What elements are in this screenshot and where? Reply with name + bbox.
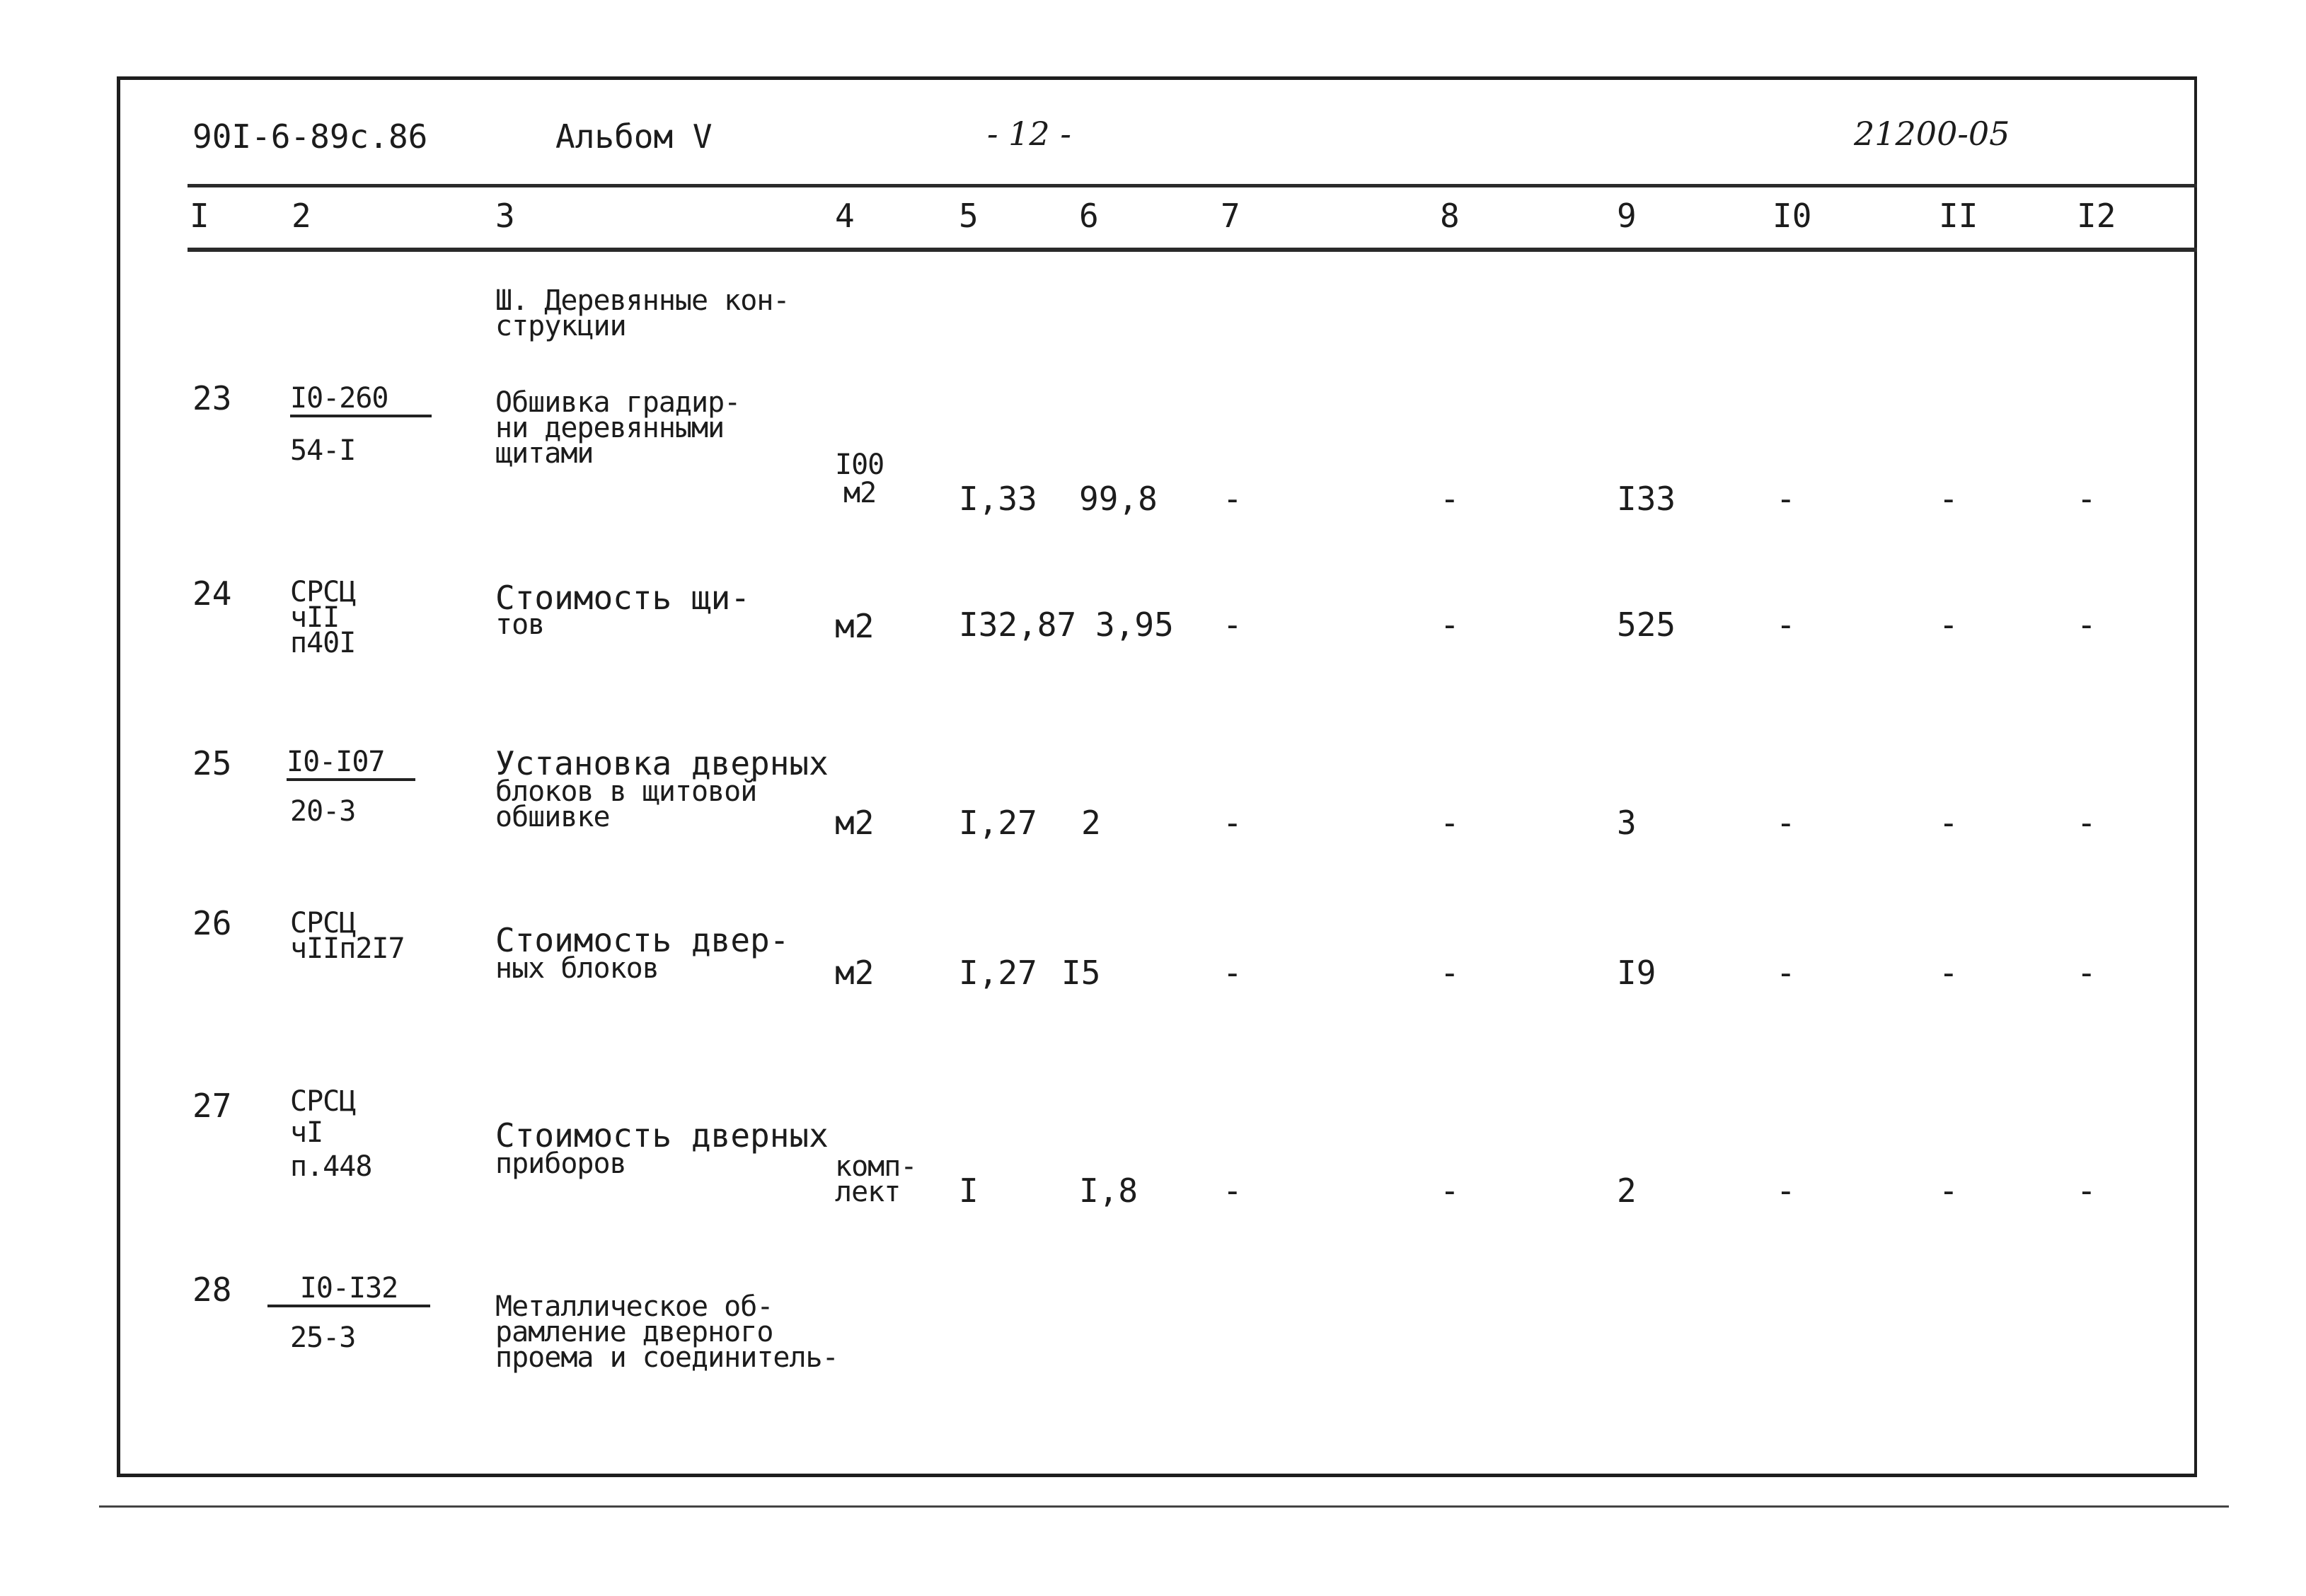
row-col7: - (1223, 1172, 1243, 1210)
row-desc-line1: Установка дверных (495, 744, 829, 782)
row-col9: 525 (1617, 606, 1676, 644)
col-num-8: 8 (1440, 197, 1460, 235)
row-desc-line2: приборов (495, 1147, 626, 1180)
row-col11: - (1939, 804, 1959, 842)
row-desc-line2: ных блоков (495, 952, 659, 985)
col-num-12: I2 (2077, 197, 2116, 235)
section-heading-line2: струкции (495, 310, 626, 342)
col-num-10: I0 (1772, 197, 1812, 235)
row-number: 25 (192, 744, 232, 782)
row-col7: - (1223, 480, 1243, 518)
row-desc-line3: проема и соединитель- (495, 1341, 838, 1374)
row-unit-line1: комп- (835, 1150, 917, 1183)
row-desc-line2: блоков в щитовой (495, 775, 757, 808)
page-frame (117, 76, 2197, 1477)
row-desc-line2: рамление дверного (495, 1316, 773, 1348)
row-col5: I,33 (959, 480, 1037, 518)
col-num-3: 3 (495, 197, 515, 235)
row-col12: - (2077, 954, 2097, 992)
row-number: 28 (192, 1271, 232, 1309)
col-num-1: I (190, 197, 209, 235)
row-col8: - (1440, 480, 1460, 518)
row-code-line2: чII (290, 601, 340, 634)
row-code-line2: 20-3 (290, 795, 356, 828)
row-col8: - (1440, 804, 1460, 842)
row-code-line3: п.448 (290, 1150, 372, 1183)
row-code-line1: I0-260 (290, 386, 432, 417)
row-col5: I,27 (959, 804, 1037, 842)
row-col5: I32,87 (959, 606, 1077, 644)
row-col6: 99,8 (1079, 480, 1158, 518)
row-col11: - (1939, 480, 1959, 518)
row-desc-line1: Стоимость дверных (495, 1116, 829, 1155)
section-heading-line1: Ш. Деревянные кон- (495, 284, 790, 317)
row-unit-line1: м2 (835, 804, 875, 842)
row-col11: - (1939, 1172, 1959, 1210)
row-code-line2: 54-I (290, 434, 356, 467)
row-desc-line1: Обшивка градир- (495, 386, 741, 419)
row-col10: - (1776, 606, 1796, 644)
col-num-7: 7 (1221, 197, 1240, 235)
col-num-5: 5 (959, 197, 979, 235)
row-desc-line2: тов (495, 608, 545, 641)
row-code-line2: чIIп2I7 (290, 932, 405, 965)
row-desc-line1: Стоимость двер- (495, 921, 790, 959)
row-col6: I,8 (1079, 1172, 1138, 1210)
row-col11: - (1939, 954, 1959, 992)
row-number: 24 (192, 574, 232, 613)
row-col9: 2 (1617, 1172, 1637, 1210)
row-code-line1: I0-I07 (287, 750, 415, 781)
col-num-11: II (1939, 197, 1978, 235)
page-number: - 12 - (987, 115, 1071, 153)
row-code-line1: СРСЦ (290, 907, 356, 939)
col-num-2: 2 (292, 197, 311, 235)
row-desc-line3: обшивке (495, 801, 610, 833)
row-col12: - (2077, 1172, 2097, 1210)
row-unit-line1: м2 (835, 607, 875, 645)
row-unit-line1: м2 (835, 954, 875, 992)
row-col7: - (1223, 804, 1243, 842)
sheet-code: 21200-05 (1854, 115, 2010, 153)
row-col10: - (1776, 1172, 1796, 1210)
row-unit-line2: м2 (843, 477, 877, 509)
row-code-line2: 25-3 (290, 1322, 356, 1354)
row-unit-line1: I00 (835, 449, 884, 481)
row-desc-line3: щитами (495, 437, 594, 470)
row-col12: - (2077, 804, 2097, 842)
row-col6: 2 (1081, 804, 1101, 842)
album-label: Альбом V (555, 117, 713, 156)
row-code-line1: I0-I32 (267, 1276, 430, 1307)
doc-code: 90I-6-89с.86 (192, 117, 428, 156)
row-code-line2: чI (290, 1116, 323, 1149)
row-number: 23 (192, 379, 232, 417)
row-col10: - (1776, 954, 1796, 992)
row-col11: - (1939, 606, 1959, 644)
row-number: 26 (192, 904, 232, 942)
row-col9: I33 (1617, 480, 1676, 518)
header-rule (188, 184, 2197, 187)
row-col12: - (2077, 606, 2097, 644)
col-num-6: 6 (1079, 197, 1099, 235)
row-col10: - (1776, 804, 1796, 842)
row-col9: 3 (1617, 804, 1637, 842)
row-col6: 3,95 (1095, 606, 1174, 644)
row-col8: - (1440, 1172, 1460, 1210)
row-col7: - (1223, 954, 1243, 992)
row-desc-line2: ни деревянными (495, 412, 725, 444)
col-num-4: 4 (835, 197, 855, 235)
row-col8: - (1440, 606, 1460, 644)
row-code-line1: СРСЦ (290, 1085, 356, 1118)
col-num-9: 9 (1617, 197, 1637, 235)
column-numbers-rule (188, 248, 2197, 252)
row-col8: - (1440, 954, 1460, 992)
row-col12: - (2077, 480, 2097, 518)
row-col9: I9 (1617, 954, 1656, 992)
row-code-line3: п40I (290, 627, 356, 659)
row-code-line1: СРСЦ (290, 576, 356, 608)
row-desc-line1: Стоимость щи- (495, 579, 751, 617)
row-col6: I5 (1061, 954, 1101, 992)
row-desc-line1: Металлическое об- (495, 1290, 773, 1323)
row-col10: - (1776, 480, 1796, 518)
row-unit-line2: лект (835, 1176, 901, 1208)
row-number: 27 (192, 1087, 232, 1125)
row-col5: I (959, 1172, 979, 1210)
page-bottom-rule (99, 1505, 2229, 1508)
row-col7: - (1223, 606, 1243, 644)
row-col5: I,27 (959, 954, 1037, 992)
